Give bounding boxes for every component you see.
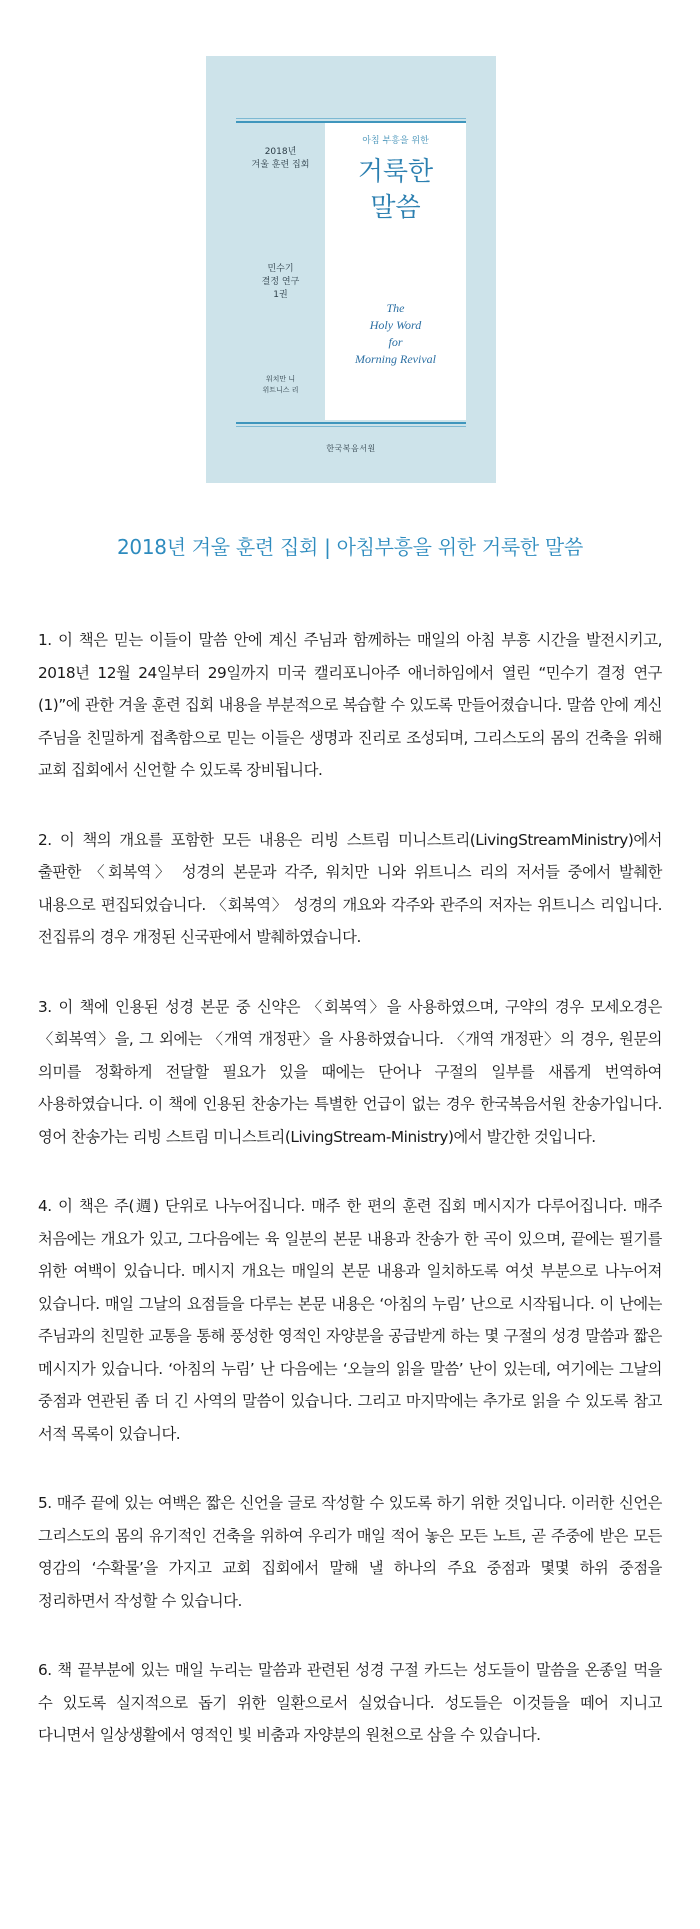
cover-authors-label (236, 374, 325, 396)
cover-volume-text (236, 263, 325, 302)
paragraph-4: 4. 이 책은 주(週) 단위로 나누어집니다. 매주 한 편의 훈련 집회 메시지가 다루어집니다. 매주 처음에는 개요가 있고, 그다음에는 육 일분의 본문 내용과 찬송가 한 곡이 있으며, 끝에는 필기를 위한 여백이 있습니다. 메시지 개요는 매일의 본문 내용과 일치하도록 여섯 부분으로 나누어져 있습니다. 매일 그날의 요점들을 다루는 본문 내용은 ‘아침의 누림’ 난으로 시작됩니다. 이 난에는 주님과의 친밀한 교통을 통해 풍성한 영적인 자양분을 공급받게 하는 몇 구절의 성경 말씀과 짧은 메시지가 있습니다. ‘아침의 누림’ 난 다음에는 ‘오늘의 읽을 말씀’ 난이 있는데, 여기에는 그날의 중점과 연관된 좀 더 긴 사역의 말씀이 있습니다. 그리고 마지막에는 추가로 읽을 수 있도록 참고 서적 목록이 있습니다. (38, 1197, 662, 1443)
paragraph-6: 6. 책 끝부분에 있는 매일 누리는 말씀과 관련된 성경 구절 카드는 성도들이 말씀을 온종일 먹을 수 있도록 실지적으로 돕기 위한 일환으로서 실었습니다. 성도들은 이것들을 떼어 지니고 다니면서 일상생활에서 영적인 빛 비춤과 자양분의 원천으로 삼을 수 있습니다. (38, 1661, 662, 1744)
cover-english-line-4: Morning Revival (355, 352, 436, 366)
cover-title (325, 154, 466, 226)
cover-text-line: 1권 (273, 290, 288, 300)
cover-english-line-2: Holy Word (369, 318, 422, 332)
cover-english-line-3: for (388, 335, 403, 349)
cover-event-label (236, 146, 325, 172)
cover-text-line: 결정 연구 (261, 277, 300, 287)
cover-bottom-rule (236, 422, 466, 424)
paragraph-1: 1. 이 책은 믿는 이들이 말씀 안에 계신 주님과 함께하는 매일의 아침 부흥 시간을 발전시키고, 2018년 12월 24일부터 29일까지 미국 캘리포니아주 애너하임에서 열린 “민수기 결정 연구(1)”에 관한 겨울 훈련 집회 내용을 부분적으로 복습할 수 있도록 만들어졌습니다. 말씀 안에 계신 주님을 친밀하게 접촉함으로 믿는 이들은 생명과 진리로 조성되며, 그리스도의 몸의 건축을 위해 교회 집회에서 신언할 수 있도록 장비됩니다. (38, 631, 662, 779)
paragraph-2: 2. 이 책의 개요를 포함한 모든 내용은 리빙 스트림 미니스트리(LivingStreamMinistry)에서 출판한 〈회복역〉 성경의 본문과 각주, 워치만 니와 위트니스 리의 저서들 중에서 발췌한 내용으로 편집되었습니다. 〈회복역〉 성경의 개요와 각주와 관주의 저자는 위트니스 리입니다. 전집류의 경우 개정된 신국판에서 발췌하였습니다. (38, 830, 662, 946)
cover-text-line: 2018년 (264, 147, 297, 157)
cover-text-line: 위트니스 리 (262, 386, 299, 394)
paragraph-3: 3. 이 책에 인용된 성경 본문 중 신약은 〈회복역〉을 사용하였으며, 구약의 경우 모세오경은 〈회복역〉을, 그 외에는 〈개역 개정판〉을 사용하였습니다. 〈개역 개정판〉의 경우, 원문의 의미를 정확하게 전달할 필요가 있을 때에는 단어나 구절의 일부를 새롭게 번역하여 사용하였습니다. 이 책에 인용된 찬송가는 특별한 언급이 없는 경우 한국복음서원 찬송가입니다. 영어 찬송가는 리빙 스트림 미니스트리(LivingStream-Ministry)에서 발간한 것입니다. (38, 997, 662, 1146)
cover-text-line: 민수기 (267, 264, 294, 274)
cover-text-line: 겨울 훈련 집회 (251, 160, 310, 170)
cover-title-line-2: 말씀 (370, 193, 421, 223)
cover-authors-text (236, 374, 325, 396)
cover-english-line-1: The (386, 301, 405, 315)
cover-top-thin-rule (236, 118, 466, 119)
cover-volume-label (236, 263, 325, 302)
description-body (38, 624, 662, 1789)
cover-title-line-1: 거룩한 (357, 157, 434, 187)
book-cover (206, 56, 496, 483)
cover-text-line: 워치만 니 (265, 375, 296, 383)
cover-publisher: 한국복음서원 (326, 444, 376, 453)
cover-bottom-thin-rule (236, 426, 466, 427)
page-caption: 2018년 겨울 훈련 집회 | 아침부흥을 위한 거룩한 말씀 (117, 535, 583, 559)
cover-english-title (325, 300, 466, 368)
paragraph-5: 5. 매주 끝에 있는 여백은 짧은 신언을 글로 작성할 수 있도록 하기 위한 것입니다. 이러한 신언은 그리스도의 몸의 유기적인 건축을 위하여 우리가 매일 적어 놓은 모든 노트, 곧 주중에 받은 모든 영감의 ‘수확물’을 가지고 교회 집회에서 말해 낼 하나의 주요 중점과 몇몇 하위 중점을 정리하면서 작성할 수 있습니다. (38, 1494, 662, 1610)
cover-event-text (236, 146, 325, 172)
cover-subtitle: 아침 부흥을 위한 (362, 136, 429, 146)
